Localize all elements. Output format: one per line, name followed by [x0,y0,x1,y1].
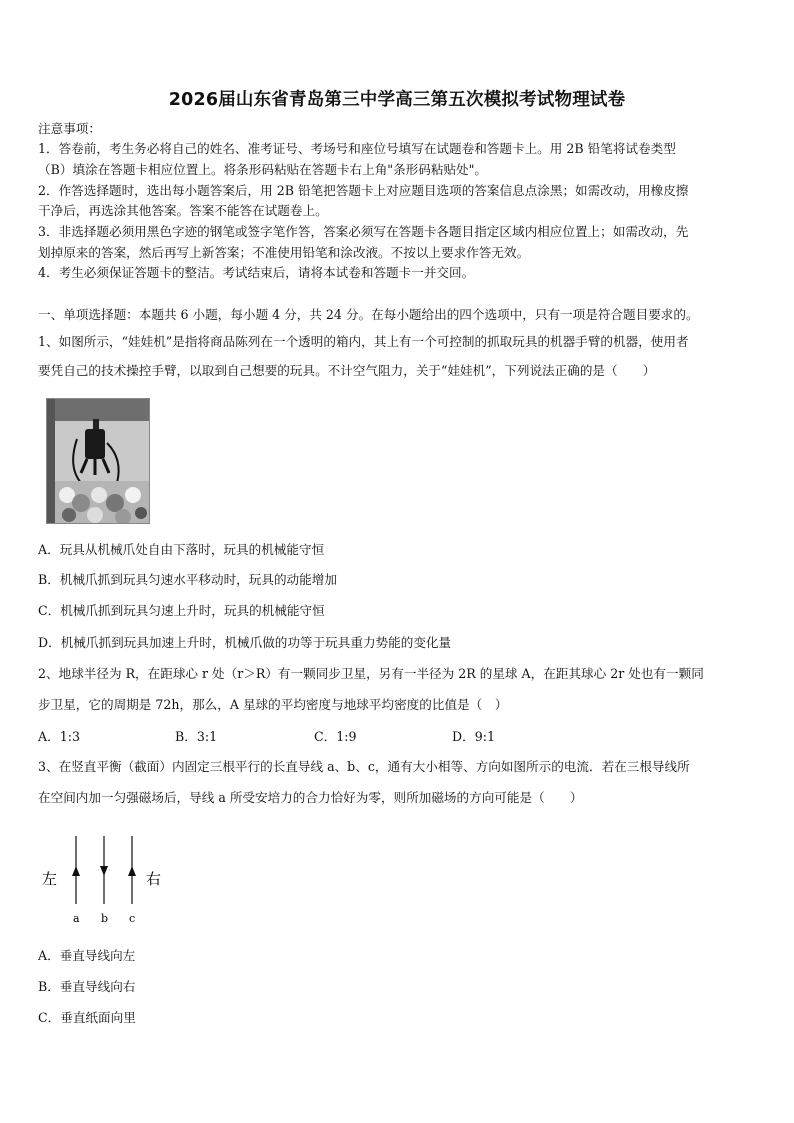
question-3-option: A．垂直导线向左 [38,948,136,963]
notice-line: 2．作答选择题时，选出每小题答案后，用 2B 铅笔把答题卡上对应题目选项的答案信息点涂黑；如需改动，用橡皮擦 [38,183,689,198]
question-3-stem: 在空间内加一匀强磁场后，导线 a 所受安培力的合力恰好为零，则所加磁场的方向可能是（ ） [38,790,583,805]
question-1-stem: 要凭自己的技术操控手臂，以取到自己想要的玩具。不计空气阻力，关于“娃娃机”，下列说法正确的是（ ） [38,363,656,378]
question-1-option: D．机械爪抓到玩具加速上升时，机械爪做的功等于玩具重力势能的变化量 [38,635,452,650]
question-1-option: B．机械爪抓到玩具匀速水平移动时，玩具的动能增加 [38,572,337,587]
question-3-stem: 3、在竖直平衡（截面）内固定三根平行的长直导线 a、b、c，通有大小相等、方向如图所示的电流．若在三根导线所 [38,759,690,774]
label-left: 左 [42,870,58,888]
question-2-option: D．9:1 [452,729,495,744]
question-2-option: C．1:9 [314,729,357,744]
wire-a [72,836,80,904]
label-right: 右 [146,870,162,888]
question-2-option: B．3:1 [175,729,218,744]
wires-diagram [36,830,176,930]
wire-label-c: c [129,912,136,925]
wire-label-a: a [73,912,80,925]
question-3-option: C．垂直纸面向里 [38,1010,136,1025]
notice-line: 3．非选择题必须用黑色字迹的钢笔或签字笔作答，答案必须写在答题卡各题目指定区域内相应位置上；如需改动，先 [38,224,689,239]
question-3-option: B．垂直导线向右 [38,979,136,994]
notice-heading: 注意事项： [38,121,101,136]
wire-c [128,836,136,904]
question-1-stem: 1、如图所示，“娃娃机”是指将商品陈列在一个透明的箱内，其上有一个可控制的抓取玩具的机器手臂的机器，使用者 [38,334,689,349]
notice-line: 划掉原来的答案，然后再写上新答案；不准使用铅笔和涂改液。不按以上要求作答无效。 [38,245,530,260]
notice-line: 干净后，再选涂其他答案。答案不能答在试题卷上。 [38,203,328,218]
notice-line: （B）填涂在答题卡相应位置上。将条形码粘贴在答题卡右上角"条形码粘贴处"。 [38,162,488,177]
claw-machine-photo [46,398,150,524]
question-2-stem: 2、地球半径为 R，在距球心 r 处（r＞R）有一颗同步卫星，另有一半径为 2R 的星球 A，在距其球心 2r 处也有一颗同 [38,666,704,681]
question-2-stem: 步卫星，它的周期是 72h，那么，A 星球的平均密度与地球平均密度的比值是（ ） [38,697,508,712]
notice-line: 1．答卷前，考生务必将自己的姓名、准考证号、考场号和座位号填写在试题卷和答题卡上。用 2B 铅笔将试卷类型 [38,141,676,156]
page-title: 2026届山东省青岛第三中学高三第五次模拟考试物理试卷 [168,90,626,110]
question-1-option: C．机械爪抓到玩具匀速上升时，玩具的机械能守恒 [38,603,325,618]
wire-label-b: b [101,912,109,925]
notice-line: 4．考生必须保证答题卡的整洁。考试结束后，请将本试卷和答题卡一并交回。 [38,265,475,280]
question-1-option: A．玩具从机械爪处自由下落时，玩具的机械能守恒 [38,542,325,557]
section-heading: 一、单项选择题：本题共 6 小题，每小题 4 分，共 24 分。在每小题给出的四个选项中，只有一项是符合题目要求的。 [38,307,699,322]
wire-b [100,836,108,904]
question-2-option: A．1:3 [38,729,80,744]
